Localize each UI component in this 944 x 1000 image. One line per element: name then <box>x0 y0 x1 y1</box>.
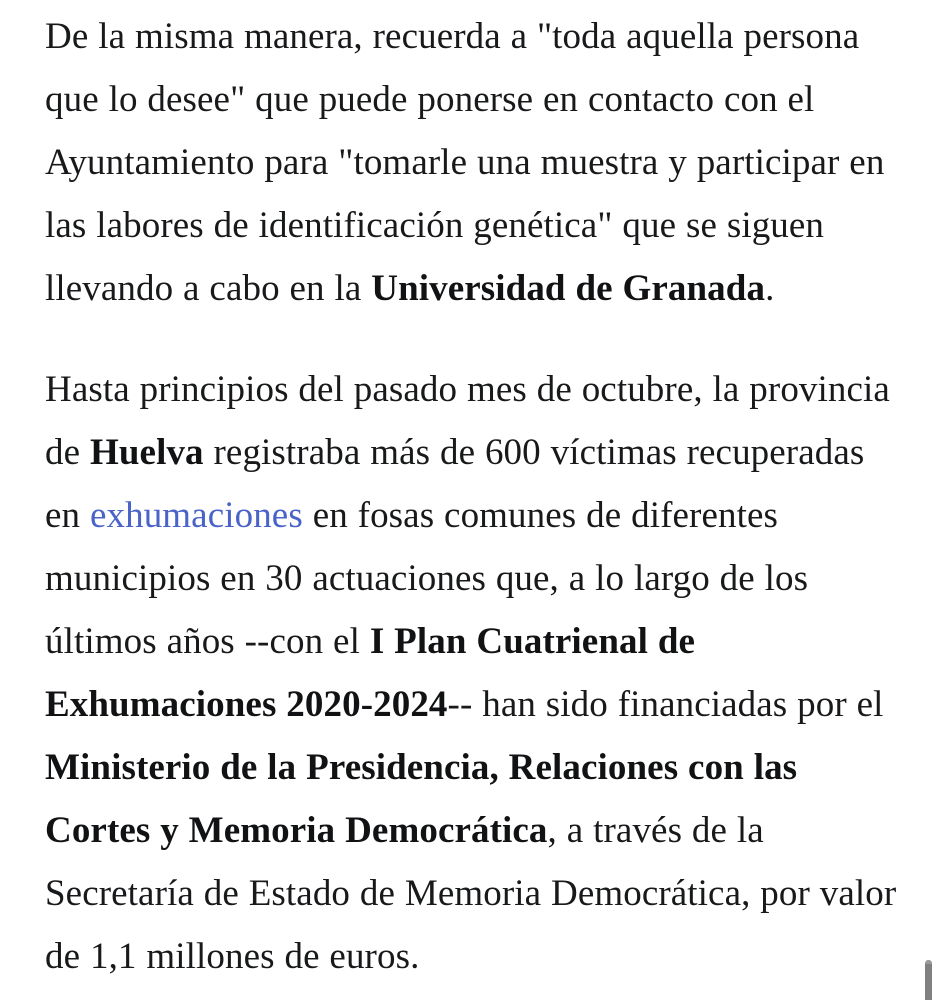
paragraph-1-text-lead: De la misma manera, recuerda a "toda aquella persona que lo desee" que puede ponerse en contacto con el Ayuntamiento para "tomarle una muestra y participar en las labores de identificación genética" que se siguen llevando a cabo en la <box>45 16 885 309</box>
bold-plan-cuatrienal: I Plan Cuatrienal de Exhumaciones 2020-2024 <box>45 621 696 725</box>
bold-huelva: Huelva <box>89 432 204 473</box>
paragraph-1-text-tail: . <box>765 268 775 309</box>
scrollbar-thumb[interactable] <box>925 960 932 1000</box>
article-paragraph-2 <box>45 358 900 988</box>
paragraph-2-text-1: Hasta principios del pasado mes de octubre, la provincia de <box>45 369 890 473</box>
paragraph-2-text-5: , a través de la Secretaría de Estado de Memoria Democrática, por valor de 1,1 millones de euros. <box>45 810 897 977</box>
article-paragraph-1 <box>45 0 900 320</box>
scrollbar-track[interactable] <box>925 0 935 1000</box>
link-exhumaciones[interactable]: exhumaciones <box>89 495 303 536</box>
bold-ministerio: Ministerio de la Presidencia, Relaciones con las Cortes y Memoria Democrática <box>45 747 798 851</box>
paragraph-2-text-4: -- han sido financiadas por el <box>447 684 884 725</box>
bold-universidad-de-granada: Universidad de Granada <box>371 268 766 309</box>
paragraph-2-text-3: en fosas comunes de diferentes municipios en 30 actuaciones que, a lo largo de los últimos años --con el <box>45 495 809 662</box>
paragraph-2-text-2: registraba más de 600 víctimas recuperadas en <box>45 432 865 536</box>
